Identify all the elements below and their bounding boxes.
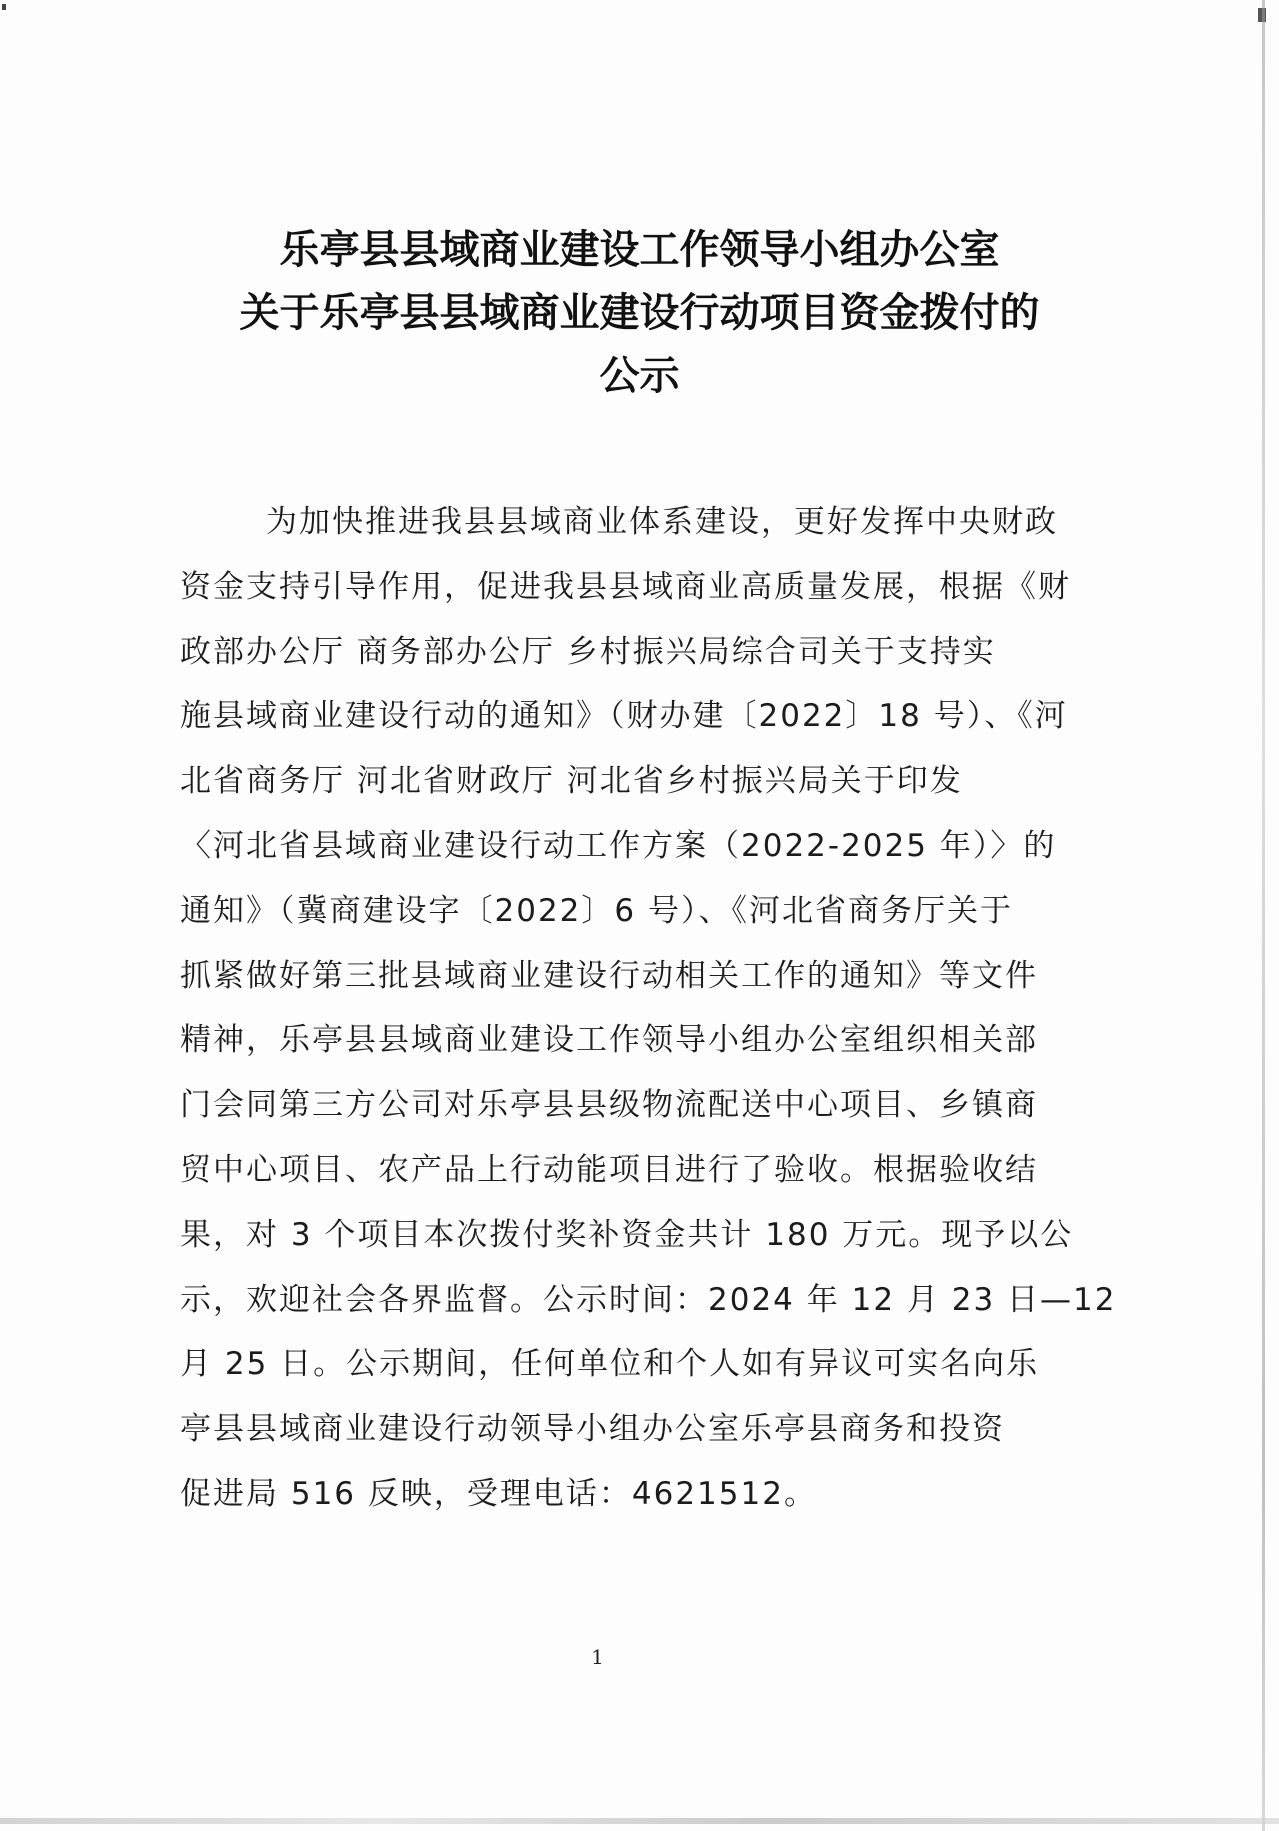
body-line: 施县域商业建设行动的通知》（财办建〔2022〕18 号）、《河 — [180, 698, 1068, 735]
title-line: 关于乐亭县县域商业建设行动项目资金拨付的 — [239, 289, 1040, 336]
page-number: 1 — [591, 1645, 604, 1669]
scan-edge-bottom — [0, 1818, 1279, 1824]
body-line: 〈河北省县域商业建设行动工作方案（2022-2025 年）〉的 — [180, 827, 1057, 864]
body-line: 为加快推进我县县域商业体系建设，更好发挥中央财政 — [266, 504, 1058, 540]
body-line: 月 25 日。公示期间，任何单位和个人如有异议可实名向乐 — [180, 1346, 1040, 1383]
scan-artifact — [2, 4, 6, 10]
body-line: 亭县县域商业建设行动领导小组办公室乐亭县商务和投资 — [180, 1411, 1005, 1448]
document-title — [0, 218, 1279, 407]
body-line: 资金支持引导作用，促进我县县域商业高质量发展，根据《财 — [180, 568, 1071, 605]
body-line: 北省商务厅 河北省财政厅 河北省乡村振兴局关于印发 — [180, 763, 963, 800]
body-line: 通知》（冀商建设字〔2022〕6 号）、《河北省商务厅关于 — [180, 892, 1013, 929]
body-line: 政部办公厅 商务部办公厅 乡村振兴局综合司关于支持实 — [180, 633, 996, 670]
document-body — [180, 490, 1117, 1527]
title-line: 公示 — [599, 352, 680, 399]
body-line: 精神，乐亭县县域商业建设工作领导小组办公室组织相关部 — [180, 1022, 1038, 1059]
body-line: 促进局 516 反映，受理电话：4621512。 — [180, 1475, 817, 1512]
body-line: 抓紧做好第三批县域商业建设行动相关工作的通知》等文件 — [180, 957, 1038, 994]
body-line: 示，欢迎社会各界监督。公示时间：2024 年 12 月 23 日—12 — [180, 1281, 1117, 1318]
title-line: 乐亭县县域商业建设工作领导小组办公室 — [279, 226, 1000, 273]
body-line: 果，对 3 个项目本次拨付奖补资金共计 180 万元。现予以公 — [180, 1216, 1074, 1253]
body-line: 贸中心项目、农产品上行动能项目进行了验收。根据验收结 — [180, 1151, 1038, 1188]
body-line: 门会同第三方公司对乐亭县县级物流配送中心项目、乡镇商 — [180, 1087, 1038, 1124]
